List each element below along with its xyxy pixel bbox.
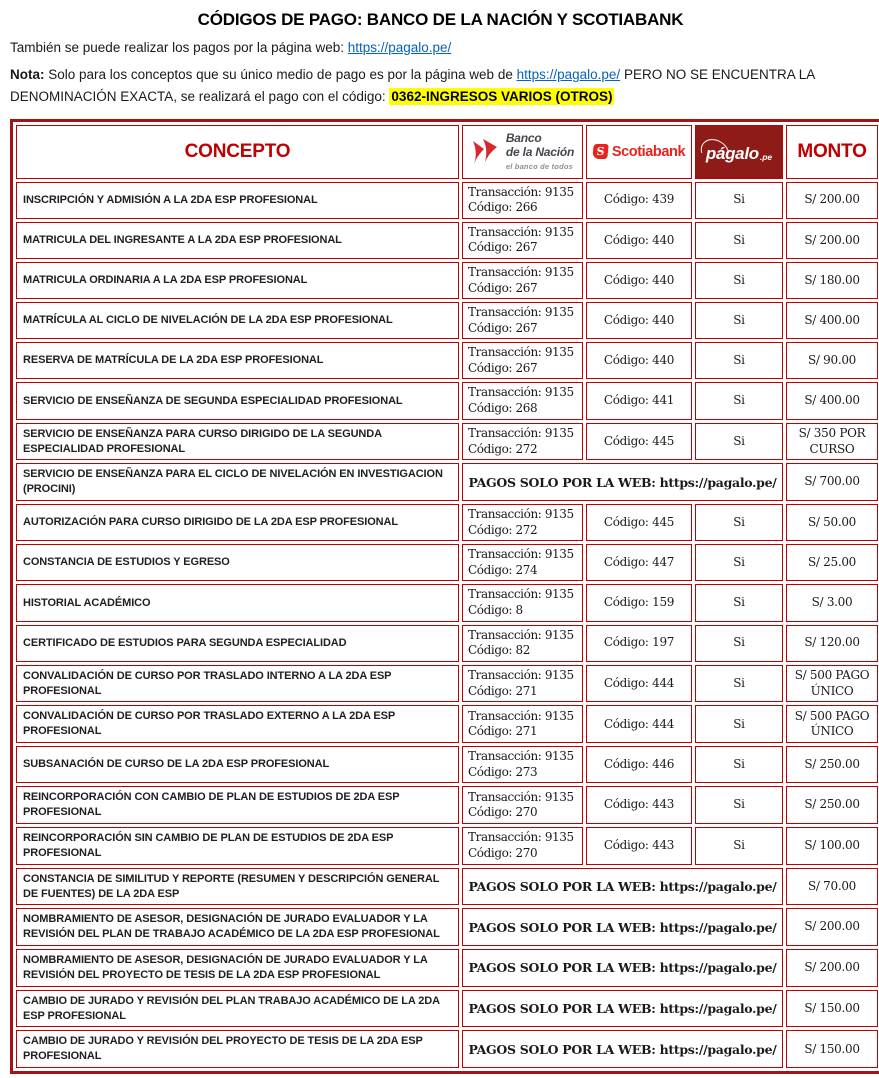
concept-cell: [16, 705, 459, 743]
concept-text: CONSTANCIA DE ESTUDIOS Y EGRESO: [23, 556, 230, 569]
table-row: [16, 504, 878, 541]
table-row: [16, 302, 878, 339]
concept-cell: [16, 868, 459, 906]
banco-codigo-text: Código: 273: [468, 764, 538, 779]
scotiabank-code-cell: [586, 342, 692, 379]
pagalo-availability-text: Si: [733, 716, 745, 731]
banco-nacion-cell: [462, 423, 583, 461]
monto-cell: [786, 302, 878, 339]
banco-codigo-text: Código: 267: [468, 360, 538, 375]
monto-cell: [786, 705, 878, 743]
monto-text: S/ 180.00: [804, 272, 860, 287]
monto-text: S/ 150.00: [804, 1041, 860, 1056]
concept-cell: [16, 584, 459, 621]
pagalo-availability-text: Si: [733, 675, 745, 690]
concept-cell: [16, 302, 459, 339]
monto-cell: [786, 544, 878, 581]
pagalo-arc-icon: [696, 133, 734, 169]
concept-text: SERVICIO DE ENSEÑANZA PARA EL CICLO DE NIVELACIÓN EN INVESTIGACION (PROCINI): [23, 468, 443, 496]
column-header-scotiabank: [586, 125, 692, 179]
table-header-row: [16, 125, 878, 179]
web-only-payment-text: PAGOS SOLO POR LA WEB: https://pagalo.pe/: [468, 919, 777, 935]
monto-cell: [786, 182, 878, 219]
monto-cell: [786, 625, 878, 662]
pagalo-availability-cell: [695, 423, 783, 461]
web-only-payment-text: PAGOS SOLO POR LA WEB: https://pagalo.pe/: [468, 1041, 777, 1057]
banco-codigo-text: Código: 267: [468, 320, 538, 335]
pagalo-availability-cell: [695, 302, 783, 339]
pagalo-availability-cell: [695, 584, 783, 621]
banco-transaccion-text: Transacción: 9135: [468, 708, 574, 723]
pagalo-availability-cell: [695, 504, 783, 541]
monto-text: S/ 50.00: [807, 514, 857, 529]
banco-transaccion-text: Transacción: 9135: [468, 547, 574, 562]
pagalo-availability-cell: [695, 342, 783, 379]
banco-codigo-text: Código: 272: [468, 441, 538, 456]
banco-codigo-text: Código: 271: [468, 683, 538, 698]
monto-text: S/ 100.00: [804, 838, 860, 853]
concept-text: CONSTANCIA DE SIMILITUD Y REPORTE (RESUMEN Y DESCRIPCIÓN GENERAL DE FUENTES) DE LA 2DA ESP: [23, 872, 440, 900]
scotiabank-code-text: Código: 443: [603, 838, 675, 853]
table-row-web-only: [16, 463, 878, 501]
pagalo-availability-cell: [695, 665, 783, 703]
monto-text: S/ 150.00: [804, 1000, 860, 1015]
pagalo-web-link[interactable]: https://pagalo.pe/: [347, 40, 452, 55]
pagalo-availability-text: Si: [733, 635, 745, 650]
banco-codigo-text: Código: 267: [468, 240, 538, 255]
web-only-payment-text: PAGOS SOLO POR LA WEB: https://pagalo.pe/: [468, 474, 777, 490]
web-only-payment-cell: [462, 463, 783, 501]
concept-text: INSCRIPCIÓN Y ADMISIÓN A LA 2DA ESP PROFESIONAL: [23, 193, 318, 206]
scotiabank-code-cell: [586, 182, 692, 219]
column-header-concepto: CONCEPTO: [16, 125, 459, 179]
monto-cell: [786, 868, 878, 906]
scotiabank-code-cell: [586, 584, 692, 621]
scotiabank-code-cell: [586, 746, 692, 783]
monto-text: S/ 400.00: [804, 312, 860, 327]
banco-nacion-tagline: el banco de todos: [505, 161, 574, 171]
scotiabank-code-cell: [586, 504, 692, 541]
banco-nacion-cell: [462, 544, 583, 581]
concept-cell: [16, 990, 459, 1028]
monto-cell: [786, 504, 878, 541]
table-row: [16, 786, 878, 824]
monto-cell: [786, 746, 878, 783]
scotiabank-code-cell: [586, 262, 692, 299]
banco-codigo-text: Código: 270: [468, 845, 538, 860]
banco-transaccion-text: Transacción: 9135: [468, 587, 574, 602]
note-label: Nota:: [10, 67, 45, 82]
banco-transaccion-text: Transacción: 9135: [468, 749, 574, 764]
monto-text: S/ 120.00: [804, 635, 860, 650]
intro-paragraph: [10, 40, 873, 55]
banco-nacion-logo: [463, 130, 582, 173]
table-row: [16, 705, 878, 743]
scotiabank-code-text: Código: 446: [603, 756, 675, 771]
banco-nacion-cell: [462, 182, 583, 219]
monto-cell: [786, 382, 878, 419]
table-row: [16, 746, 878, 783]
scotiabank-code-cell: [586, 423, 692, 461]
concept-text: CAMBIO DE JURADO Y REVISIÓN DEL PROYECTO DE TESIS DE LA 2DA ESP PROFESIONAL: [23, 1035, 423, 1063]
scotiabank-code-text: Código: 440: [603, 312, 675, 327]
concept-cell: [16, 463, 459, 501]
concept-text: MATRÍCULA AL CICLO DE NIVELACIÓN DE LA 2DA ESP PROFESIONAL: [23, 314, 393, 327]
concept-cell: [16, 625, 459, 662]
scotiabank-wordmark: Scotiabank: [611, 143, 686, 160]
concept-text: REINCORPORACIÓN CON CAMBIO DE PLAN DE ESTUDIOS DE 2DA ESP PROFESIONAL: [23, 791, 400, 819]
scotiabank-code-cell: [586, 222, 692, 259]
intro-text: También se puede realizar los pagos por la página web:: [10, 40, 344, 55]
banco-nacion-cell: [462, 302, 583, 339]
monto-text: S/ 25.00: [807, 555, 857, 570]
web-only-payment-cell: [462, 868, 783, 906]
pagalo-availability-cell: [695, 382, 783, 419]
table-row: [16, 222, 878, 259]
scotiabank-code-text: Código: 440: [603, 232, 675, 247]
monto-cell: [786, 222, 878, 259]
banco-nacion-swoosh-icon: [471, 138, 501, 166]
concept-text: CAMBIO DE JURADO Y REVISIÓN DEL PLAN TRABAJO ACADÉMICO DE LA 2DA ESP PROFESIONAL: [23, 994, 440, 1022]
banco-transaccion-text: Transacción: 9135: [468, 425, 574, 440]
banco-codigo-text: Código: 82: [468, 643, 530, 658]
scotiabank-code-text: Código: 445: [603, 433, 675, 448]
table-row: [16, 665, 878, 703]
concept-text: CONVALIDACIÓN DE CURSO POR TRASLADO EXTERNO A LA 2DA ESP PROFESIONAL: [23, 710, 395, 738]
scotiabank-code-cell: [586, 827, 692, 865]
pagalo-availability-text: Si: [733, 393, 745, 408]
note-paragraph: [10, 64, 873, 109]
page-title: CÓDIGOS DE PAGO: BANCO DE LA NACIÓN Y SCOTIABANK: [197, 10, 684, 29]
concept-cell: [16, 342, 459, 379]
concept-cell: [16, 262, 459, 299]
banco-nacion-line2: de la Nación: [505, 144, 575, 159]
scotiabank-code-cell: [586, 705, 692, 743]
scotiabank-code-text: Código: 441: [603, 393, 675, 408]
concept-cell: [16, 544, 459, 581]
banco-transaccion-text: Transacción: 9135: [468, 224, 574, 239]
concept-text: NOMBRAMIENTO DE ASESOR, DESIGNACIÓN DE JURADO EVALUADOR Y LA REVISIÓN DEL PLAN DE TRABAJO ACADÉMICO DE LA 2DA ESP PROFESIONAL: [23, 913, 440, 941]
concept-cell: [16, 222, 459, 259]
scotiabank-code-text: Código: 444: [603, 716, 675, 731]
banco-nacion-cell: [462, 705, 583, 743]
banco-transaccion-text: Transacción: 9135: [468, 184, 574, 199]
banco-nacion-cell: [462, 827, 583, 865]
web-only-payment-text: PAGOS SOLO POR LA WEB: https://pagalo.pe/: [468, 879, 777, 895]
column-header-banco-nacion: [462, 125, 583, 179]
pagalo-availability-text: Si: [733, 192, 745, 207]
monto-cell: [786, 423, 878, 461]
concept-text: SUBSANACIÓN DE CURSO DE LA 2DA ESP PROFESIONAL: [23, 758, 330, 771]
banco-nacion-cell: [462, 625, 583, 662]
monto-cell: [786, 990, 878, 1028]
payment-code-highlight: 0362-INGRESOS VARIOS (OTROS): [391, 89, 613, 105]
table-row: [16, 584, 878, 621]
monto-text: S/ 200.00: [804, 192, 860, 207]
banco-nacion-cell: [462, 222, 583, 259]
banco-codigo-text: Código: 266: [468, 200, 538, 215]
monto-text: S/ 350 POR CURSO: [798, 425, 866, 456]
concept-cell: [16, 382, 459, 419]
monto-cell: [786, 262, 878, 299]
table-body: [16, 182, 878, 1069]
concept-cell: [16, 1030, 459, 1068]
pagalo-availability-cell: [695, 222, 783, 259]
banco-nacion-line1: Banco: [505, 131, 542, 146]
scotiabank-code-text: Código: 443: [603, 797, 675, 812]
banco-transaccion-text: Transacción: 9135: [468, 789, 574, 804]
concept-text: REINCORPORACIÓN SIN CAMBIO DE PLAN DE ESTUDIOS DE 2DA ESP PROFESIONAL: [23, 832, 394, 859]
web-only-payment-cell: [462, 1030, 783, 1068]
concept-cell: [16, 786, 459, 824]
banco-nacion-wordmark: [506, 132, 574, 171]
concept-text: HISTORIAL ACADÉMICO: [23, 596, 151, 609]
pagalo-availability-text: Si: [733, 433, 745, 448]
banco-transaccion-text: Transacción: 9135: [468, 627, 574, 642]
banco-transaccion-text: Transacción: 9135: [468, 668, 574, 683]
web-only-payment-text: PAGOS SOLO POR LA WEB: https://pagalo.pe/: [468, 1001, 777, 1017]
pagalo-availability-text: Si: [733, 595, 745, 610]
monto-cell: [786, 342, 878, 379]
concept-cell: [16, 827, 459, 865]
pagalo-availability-text: Si: [733, 838, 745, 853]
banco-codigo-text: Código: 271: [468, 724, 538, 739]
pagalo-availability-cell: [695, 746, 783, 783]
banco-nacion-cell: [462, 262, 583, 299]
monto-cell: [786, 584, 878, 621]
pagalo-availability-text: Si: [733, 797, 745, 812]
pagalo-availability-cell: [695, 182, 783, 219]
table-row: [16, 625, 878, 662]
banco-transaccion-text: Transacción: 9135: [468, 507, 574, 522]
concept-cell: [16, 949, 459, 987]
pagalo-availability-text: Si: [733, 312, 745, 327]
concept-text: AUTORIZACIÓN PARA CURSO DIRIGIDO DE LA 2DA ESP PROFESIONAL: [23, 516, 398, 529]
table-row-web-only: [16, 990, 878, 1028]
column-header-pagalo: [695, 125, 783, 179]
monto-text: S/ 250.00: [804, 797, 860, 812]
pagalo-tld: .pe: [759, 151, 773, 162]
table-row-web-only: [16, 1030, 878, 1068]
monto-text: S/ 90.00: [807, 353, 857, 368]
concept-cell: [16, 423, 459, 461]
pagalo-logo: [696, 126, 782, 178]
table-row-web-only: [16, 908, 878, 946]
pagalo-availability-cell: [695, 262, 783, 299]
banco-transaccion-text: Transacción: 9135: [468, 385, 574, 400]
concept-text: MATRICULA ORDINARIA A LA 2DA ESP PROFESIONAL: [23, 274, 308, 287]
scotiabank-logo: [587, 144, 691, 160]
banco-codigo-text: Código: 8: [468, 603, 523, 617]
note-text-2: PERO NO SE ENCUENTRA LA DENOMINACIÓN EXACTA, se realizará el pago con el código:: [10, 67, 815, 105]
monto-cell: [786, 463, 878, 501]
banco-transaccion-text: Transacción: 9135: [468, 305, 574, 320]
banco-nacion-cell: [462, 342, 583, 379]
concept-text: MATRICULA DEL INGRESANTE A LA 2DA ESP PROFESIONAL: [23, 233, 342, 246]
scotiabank-code-text: Código: 439: [603, 192, 675, 207]
banco-nacion-cell: [462, 584, 583, 621]
banco-nacion-cell: [462, 665, 583, 703]
table-row: [16, 423, 878, 461]
scotiabank-code-text: Código: 447: [603, 555, 675, 570]
monto-text: S/ 500 PAGO ÚNICO: [794, 708, 870, 739]
scotiabank-icon: S: [592, 144, 609, 159]
concept-cell: [16, 504, 459, 541]
table-row: [16, 182, 878, 219]
table-row-web-only: [16, 868, 878, 906]
monto-text: S/ 200.00: [804, 960, 860, 975]
pagalo-wordmark: págalo: [706, 144, 759, 164]
web-only-payment-cell: [462, 949, 783, 987]
pagalo-availability-cell: [695, 827, 783, 865]
monto-cell: [786, 786, 878, 824]
table-row-web-only: [16, 949, 878, 987]
monto-text: S/ 700.00: [804, 474, 860, 489]
pagalo-availability-text: Si: [733, 555, 745, 570]
pagalo-availability-text: Si: [733, 232, 745, 247]
concept-text: SERVICIO DE ENSEÑANZA PARA CURSO DIRIGIDO DE LA SEGUNDA ESPECIALIDAD PROFESIONAL: [23, 427, 382, 455]
scotiabank-code-cell: [586, 302, 692, 339]
concept-text: SERVICIO DE ENSEÑANZA DE SEGUNDA ESPECIALIDAD PROFESIONAL: [23, 394, 403, 407]
payment-codes-table: [10, 119, 879, 1075]
scotiabank-code-text: Código: 159: [603, 595, 675, 610]
scotiabank-code-text: Código: 440: [603, 353, 675, 368]
concept-text: NOMBRAMIENTO DE ASESOR, DESIGNACIÓN DE JURADO EVALUADOR Y LA REVISIÓN DEL PROYECTO DE TESIS DE LA 2DA ESP PROFESIONAL: [23, 954, 428, 981]
concept-text: CERTIFICADO DE ESTUDIOS PARA SEGUNDA ESPECIALIDAD: [23, 636, 347, 649]
scotiabank-code-text: Código: 444: [603, 675, 675, 690]
pagalo-availability-text: Si: [733, 756, 745, 771]
note-text-1: Solo para los conceptos que su único medio de pago es por la página web de: [48, 67, 513, 82]
scotiabank-code-cell: [586, 544, 692, 581]
monto-text: S/ 250.00: [804, 756, 860, 771]
pagalo-availability-text: Si: [733, 353, 745, 368]
table-row: [16, 544, 878, 581]
banco-transaccion-text: Transacción: 9135: [468, 345, 574, 360]
monto-text: S/ 3.00: [811, 595, 853, 610]
banco-nacion-cell: [462, 504, 583, 541]
concept-text: RESERVA DE MATRÍCULA DE LA 2DA ESP PROFESIONAL: [23, 354, 324, 367]
note-pagalo-web-link[interactable]: https://pagalo.pe/: [516, 67, 621, 82]
pagalo-availability-cell: [695, 705, 783, 743]
concept-cell: [16, 908, 459, 946]
monto-cell: [786, 827, 878, 865]
scotiabank-code-cell: [586, 786, 692, 824]
monto-text: S/ 200.00: [804, 919, 860, 934]
monto-cell: [786, 665, 878, 703]
column-header-monto: MONTO: [786, 125, 878, 179]
banco-codigo-text: Código: 270: [468, 805, 538, 820]
monto-text: S/ 500 PAGO ÚNICO: [794, 668, 870, 698]
monto-text: S/ 70.00: [807, 878, 857, 893]
web-only-payment-text: PAGOS SOLO POR LA WEB: https://pagalo.pe/: [468, 960, 777, 976]
pagalo-availability-cell: [695, 786, 783, 824]
concept-cell: [16, 665, 459, 703]
concept-cell: [16, 182, 459, 219]
concept-cell: [16, 746, 459, 783]
banco-nacion-cell: [462, 786, 583, 824]
banco-codigo-text: Código: 268: [468, 401, 538, 416]
scotiabank-code-text: Código: 440: [603, 272, 675, 287]
pagalo-availability-text: Si: [733, 272, 745, 287]
banco-transaccion-text: Transacción: 9135: [468, 264, 574, 279]
banco-transaccion-text: Transacción: 9135: [468, 830, 574, 845]
monto-cell: [786, 949, 878, 987]
web-only-payment-cell: [462, 908, 783, 946]
concept-text: CONVALIDACIÓN DE CURSO POR TRASLADO INTERNO A LA 2DA ESP PROFESIONAL: [23, 669, 392, 697]
pagalo-availability-cell: [695, 625, 783, 662]
scotiabank-code-cell: [586, 665, 692, 703]
banco-nacion-cell: [462, 746, 583, 783]
banco-codigo-text: Código: 274: [468, 562, 538, 577]
banco-nacion-cell: [462, 382, 583, 419]
scotiabank-code-text: Código: 197: [603, 635, 675, 650]
scotiabank-code-text: Código: 445: [603, 514, 675, 529]
monto-text: S/ 400.00: [804, 393, 860, 408]
scotiabank-code-cell: [586, 382, 692, 419]
table-row: [16, 827, 878, 865]
table-row: [16, 342, 878, 379]
pagalo-availability-text: Si: [733, 514, 745, 529]
banco-codigo-text: Código: 267: [468, 280, 538, 295]
monto-text: S/ 200.00: [804, 232, 860, 247]
web-only-payment-cell: [462, 990, 783, 1028]
pagalo-availability-cell: [695, 544, 783, 581]
scotiabank-code-cell: [586, 625, 692, 662]
monto-cell: [786, 1030, 878, 1068]
table-row: [16, 382, 878, 419]
banco-codigo-text: Código: 272: [468, 522, 538, 537]
monto-cell: [786, 908, 878, 946]
table-row: [16, 262, 878, 299]
